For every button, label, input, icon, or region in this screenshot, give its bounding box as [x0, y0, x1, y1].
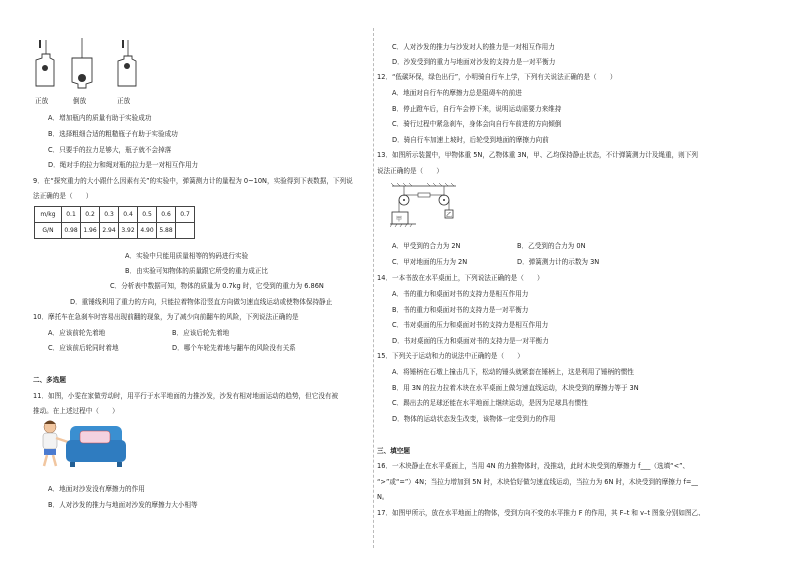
- table-row-mass: [35, 207, 195, 223]
- q15-option-b: B．用 3N 的拉力拉着木块在水平桌面上做匀速直线运动，木块受到的摩擦力等于 3N: [392, 384, 639, 392]
- section-multiple-choice: 二、多选题: [33, 376, 66, 384]
- q8-option-d: D．绳对手的拉力和绳对瓶的拉力是一对相互作用力: [48, 161, 199, 169]
- table-cell: m/kg: [35, 207, 62, 223]
- table-cell: 0.4: [119, 207, 138, 223]
- table-cell: 0.98: [62, 223, 81, 239]
- q16-line2: “>”或“=”）4N；当拉力增加到 5N 时，木块恰好做匀速直线运动，当拉力为 6N 时，木块受到的摩擦力 f=__: [377, 478, 698, 486]
- table-row-weight: [35, 223, 195, 239]
- q16-line1: 16．一木块静止在水平桌面上，当用 4N 的力推物体时，没推动，此时木块受到的摩擦力 f___（选填“<”、: [377, 462, 690, 470]
- table-cell: 0.3: [100, 207, 119, 223]
- q11-option-b: B．人对沙发的推力与地面对沙发的摩擦力大小相等: [48, 501, 198, 509]
- table-cell: 0.5: [138, 207, 157, 223]
- q14-option-b: B．书的重力和桌面对书的支持力是一对平衡力: [392, 306, 529, 314]
- q13-option-d: D．弹簧测力计的示数为 3N: [517, 258, 600, 266]
- q9-stem-line1: 9．在“探究重力的大小跟什么因素有关”的实验中，弹簧测力计的量程为 0~10N，实验得到下表数据，下列说: [33, 177, 353, 185]
- q13-option-c: C．甲对地面的压力为 2N: [392, 258, 468, 266]
- q11-option-c: C．人对沙发的推力与沙发对人的推力是一对相互作用力: [392, 43, 555, 51]
- q13-option-a: A．甲受到的合力为 2N: [392, 242, 461, 250]
- q15-option-a: A．将锤柄在石墩上撞击几下，松动的锤头就紧套在锤柄上，这是利用了锤柄的惯性: [392, 368, 634, 376]
- column-divider: [373, 28, 374, 548]
- q10-option-d: D．哪个车轮先着地与翻车的风险没有关系: [172, 344, 296, 352]
- q12-option-a: A．地面对自行车的摩擦力总是阻碍车的前进: [392, 89, 522, 97]
- q14-stem: 14．一本书放在水平桌面上，下列说法正确的是（ ）: [377, 274, 544, 282]
- q11-option-d: D．沙发受到的重力与地面对沙发的支持力是一对平衡力: [392, 58, 556, 66]
- table-cell: 5.88: [157, 223, 176, 239]
- q12-stem: 12．“低碳环保，绿色出行”，小明骑自行车上学，下列有关说法正确的是（ ）: [377, 73, 617, 81]
- q8-option-b: B．选择粗细合适的粗糙瓶子有助于实验成功: [48, 130, 178, 138]
- mass-weight-table: [34, 206, 195, 239]
- q14-option-a: A．书的重力和桌面对书的支持力是相互作用力: [392, 290, 529, 298]
- q11-stem-line1: 11．如图，小雯在家做劳动时，用平行于水平地面的力推沙发，沙发有相对地面运动的趋势，但它没有被: [33, 392, 339, 400]
- table-cell: 1.96: [81, 223, 100, 239]
- q15-option-c: C．踢出去的足球还能在水平地面上继续运动，是因为足球具有惯性: [392, 399, 588, 407]
- q10-stem: 10．摩托车在急刹车时容易出现前翻的现象，为了减少向前翻车的风险，下列说法正确的是: [33, 313, 299, 321]
- table-cell: 0.7: [176, 207, 195, 223]
- fig-label-upright-1: 正放: [35, 97, 49, 105]
- q14-option-d: D．书对桌面的压力和桌面对书的支持力是一对平衡力: [392, 337, 549, 345]
- q14-option-c: C．书对桌面的压力和桌面对书的支持力是相互作用力: [392, 321, 549, 329]
- q15-stem: 15．下列关于运动和力的说法中正确的是（ ）: [377, 352, 524, 360]
- pulley-figure: [390, 182, 460, 234]
- table-cell: 4.90: [138, 223, 157, 239]
- table-cell: 0.6: [157, 207, 176, 223]
- q9-option-c: C．分析表中数据可知，物体的质量为 0.7kg 时，它受到的重力为 6.86N: [110, 282, 324, 290]
- q13-stem-line2: 说法正确的是（ ）: [377, 167, 443, 175]
- q8-option-a: A．增加瓶内的质量有助于实验成功: [48, 114, 152, 122]
- q15-option-d: D．物体的运动状态发生改变，该物体一定受到力的作用: [392, 415, 556, 423]
- q17-line1: 17．如图甲所示，放在水平地面上的物体，受到方向不变的水平推力 F 的作用，其 F–t 和 v–t 图象分别如图乙、: [377, 509, 705, 517]
- q9-option-b: B．由实验可知物体的质量跟它所受的重力成正比: [125, 267, 268, 275]
- table-cell: 2.94: [100, 223, 119, 239]
- q12-option-b: B．停止蹬车后，自行车会停下来，说明运动需要力来维持: [392, 105, 562, 113]
- table-cell: 3.92: [119, 223, 138, 239]
- table-cell: [176, 223, 195, 239]
- fig-label-inverted: 倒放: [73, 97, 87, 105]
- block-yi-label: 乙: [446, 212, 453, 219]
- table-cell: G/N: [35, 223, 62, 239]
- q11-stem-line2: 推动。在上述过程中（ ）: [33, 407, 119, 415]
- q13-option-b: B．乙受到的合力为 0N: [517, 242, 586, 250]
- q12-option-d: D．骑自行车加速上坡时，后轮受到地面的摩擦力向前: [392, 136, 549, 144]
- q9-option-a: A．实验中只能用质量相等的钩码进行实验: [125, 252, 249, 260]
- q9-stem-line2: 法正确的是（ ）: [33, 192, 93, 200]
- sofa-push-figure: [38, 418, 138, 472]
- q10-option-a: A．应该前轮先着地: [48, 329, 106, 337]
- table-cell: 0.1: [62, 207, 81, 223]
- q13-stem-line1: 13．如图所示装置中，甲物体重 5N，乙物体重 3N，甲、乙均保持静止状态，不计弹簧测力计及绳重，则下列: [377, 151, 698, 159]
- q10-option-b: B．应该后轮先着地: [172, 329, 230, 337]
- q16-line3: N。: [377, 493, 389, 501]
- q8-option-c: C．只要手的拉力足够大，瓶子就不会掉落: [48, 146, 172, 154]
- section-fill-in: 三、填空题: [377, 447, 410, 455]
- q10-option-c: C．应该前后轮同时着地: [48, 344, 119, 352]
- q11-option-a: A．地面对沙发没有摩擦力的作用: [48, 485, 145, 493]
- table-cell: 0.2: [81, 207, 100, 223]
- q9-option-d: D．重锤线利用了重力的方向，只能拉着物体沿竖直方向做匀速直线运动或使物体保持静止: [70, 298, 333, 306]
- q12-option-c: C．骑行过程中紧急刹车，身体会向自行车前进的方向倾倒: [392, 120, 562, 128]
- fig-label-upright-2: 正放: [117, 97, 131, 105]
- bottle-figure: [30, 38, 145, 90]
- block-jia-label: 甲: [396, 216, 403, 223]
